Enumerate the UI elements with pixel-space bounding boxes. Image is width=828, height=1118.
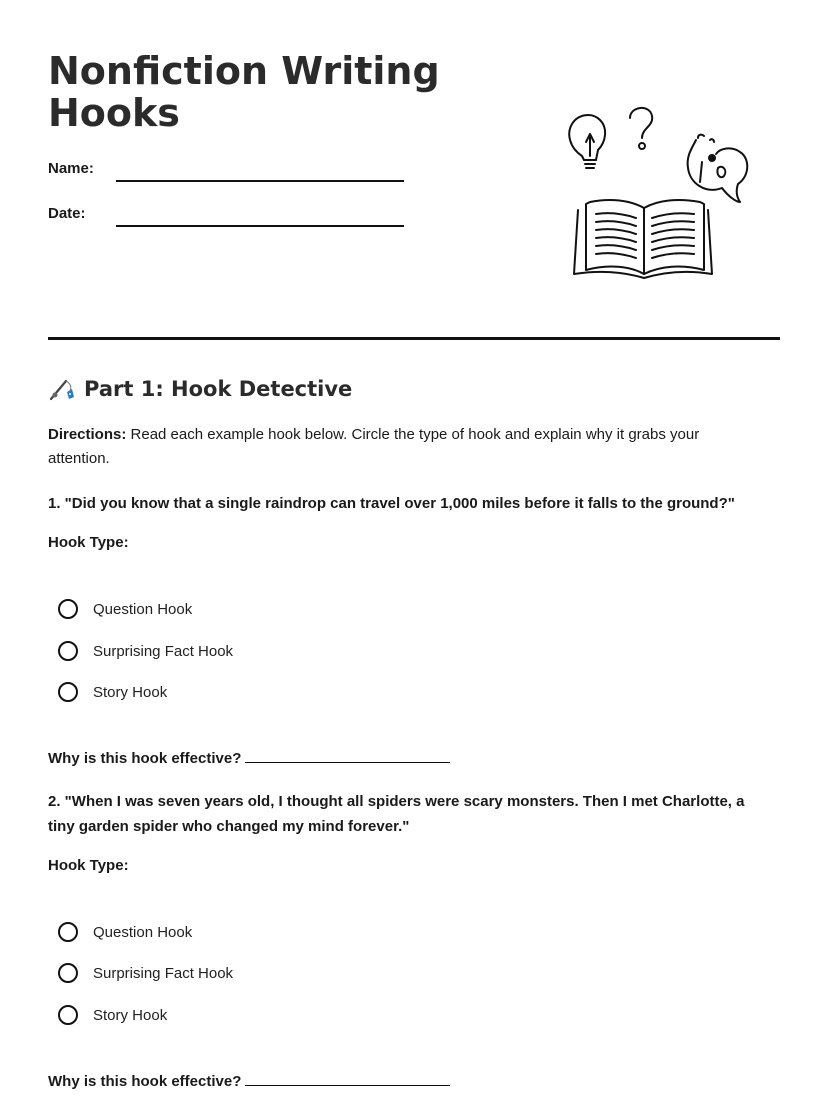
part1-title: Part 1: Hook Detective <box>84 377 353 401</box>
surprised-speech-bubble-icon <box>688 135 748 202</box>
option-label: Story Hook <box>93 1006 168 1024</box>
question-2-option-question-hook[interactable] <box>58 920 192 944</box>
option-label: Question Hook <box>93 923 193 941</box>
why-answer-line[interactable] <box>245 748 450 763</box>
question-2-option-story-hook[interactable] <box>58 1003 167 1027</box>
date-field[interactable] <box>48 205 408 229</box>
radio-circle[interactable] <box>58 922 78 942</box>
question-1-hook-type-label: Hook Type: <box>48 534 129 551</box>
radio-circle[interactable] <box>58 1005 78 1025</box>
question-2-text: 2. "When I was seven years old, I thought all spiders were scary monsters. Then I met Charlotte, a tiny garden spider who changed my mind forever." <box>48 793 745 835</box>
date-line[interactable] <box>116 225 404 227</box>
part1-header <box>48 374 352 404</box>
why-answer-line[interactable] <box>245 1071 450 1086</box>
open-book-icon <box>574 200 712 278</box>
radio-circle[interactable] <box>58 641 78 661</box>
question-mark-icon <box>630 108 652 149</box>
option-label: Story Hook <box>93 683 168 701</box>
question-2-hook-type-label: Hook Type: <box>48 857 129 874</box>
option-label: Surprising Fact Hook <box>93 964 234 982</box>
question-2-why <box>48 1071 450 1090</box>
directions <box>48 423 748 471</box>
question-1-option-question-hook[interactable] <box>58 597 192 621</box>
name-line[interactable] <box>116 180 404 182</box>
directions-label: Directions: <box>48 426 127 443</box>
fishing-rod-icon <box>48 375 76 403</box>
name-label: Name: <box>48 160 94 177</box>
header-illustration <box>560 98 760 283</box>
question-1-option-story-hook[interactable] <box>58 680 167 704</box>
directions-text: Read each example hook below. Circle the type of hook and explain why it grabs your attention. <box>48 426 700 467</box>
name-field[interactable] <box>48 160 408 184</box>
question-1-text: 1. "Did you know that a single raindrop can travel over 1,000 miles before it falls to the ground?" <box>48 495 735 512</box>
why-label: Why is this hook effective? <box>48 1073 242 1090</box>
date-label: Date: <box>48 205 86 222</box>
option-label: Question Hook <box>93 600 193 618</box>
question-1-option-surprising-fact-hook[interactable] <box>58 639 233 663</box>
question-2-option-surprising-fact-hook[interactable] <box>58 961 233 985</box>
section-divider <box>48 337 780 340</box>
lightbulb-icon <box>569 115 605 168</box>
page-title: Nonfiction Writing Hooks <box>48 49 440 135</box>
radio-circle[interactable] <box>58 963 78 983</box>
radio-circle[interactable] <box>58 682 78 702</box>
option-label: Surprising Fact Hook <box>93 642 234 660</box>
radio-circle[interactable] <box>58 599 78 619</box>
question-1-why <box>48 748 450 767</box>
why-label: Why is this hook effective? <box>48 750 242 767</box>
